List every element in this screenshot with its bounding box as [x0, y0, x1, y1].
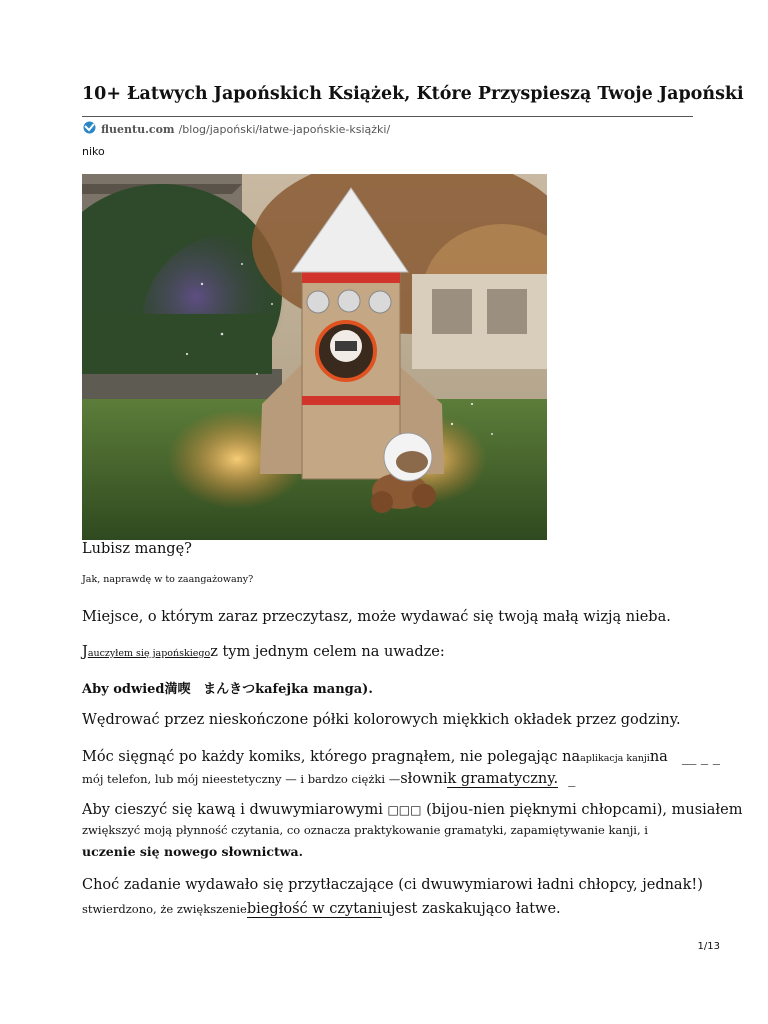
article-hero-image: [82, 174, 547, 540]
p9-text-d: u: [381, 901, 392, 917]
paragraph-7: [82, 746, 720, 765]
p7-blank-lines: __ _ _: [681, 749, 721, 765]
paragraph-9-line-2: [82, 898, 561, 918]
p7-text-c: na: [649, 749, 668, 765]
p7-text-h: _: [568, 771, 576, 787]
paragraph-9: Choć zadanie wydawało się przytłaczające (ci dwuwymiarowi ładni chłopcy, jednak!): [82, 877, 703, 893]
p5-text-d: kafejka manga).: [255, 682, 373, 697]
learning-japanese-link[interactable]: auczyłem się japońskiego: [87, 648, 211, 659]
kanji-app-link[interactable]: aplikacja kanji: [580, 753, 650, 764]
p5-kanji: 満喫: [164, 682, 191, 697]
paragraph-8: [82, 802, 742, 818]
p7-text-a: Móc sięgnąć po każdy komiks, którego pragnąłem, nie polegając na: [82, 749, 581, 765]
paragraph-8-line-2: zwiększyć moją płynność czytania, co oznacza praktykowanie gramatyki, zapamiętywanie kanji, i: [82, 823, 648, 837]
grammar-dictionary-link[interactable]: k gramatyczny.: [447, 771, 559, 787]
paragraph-2: Jak, naprawdę w to zaangażowany?: [82, 574, 254, 585]
p7-text-f: słowni: [400, 771, 448, 787]
source-domain[interactable]: fluentu.com: [101, 122, 175, 136]
p7-text-e: mój telefon, lub mój nieestetyczny — i bardzo ciężki —: [82, 772, 401, 786]
p8-placeholder-glyphs: □□□: [387, 803, 422, 817]
paragraph-1: Lubisz mangę?: [82, 541, 192, 557]
paragraph-4: [82, 644, 445, 660]
page-title: 10+ Łatwych Japońskich Książek, Które Przyspieszą Twoje Japoński: [82, 84, 744, 104]
p9-text-e: jest zaskakująco łatwe.: [391, 901, 561, 917]
p8-text-a: Aby cieszyć się kawą i dwuwymiarowymi: [82, 802, 383, 818]
new-vocabulary-link[interactable]: uczenie się nowego słownictwa.: [82, 844, 303, 859]
reading-fluency-link[interactable]: biegłość w czytani: [246, 901, 382, 917]
source-path[interactable]: /blog/japoński/łatwe-japońskie-książki/: [178, 122, 391, 136]
p4-text-a: J: [82, 644, 88, 660]
paragraph-6: Wędrować przez nieskończone półki kolorowych miękkich okładek przez godziny.: [82, 712, 681, 728]
p9-text-b: stwierdzono, że zwiększenie: [82, 902, 247, 916]
paragraph-5: [82, 678, 373, 697]
p5-kana: まんきつ: [203, 682, 256, 697]
paragraph-3: Miejsce, o którym zaraz przeczytasz, może wydawać się twoją małą wizją nieba.: [82, 609, 671, 625]
p8-text-c: (bijou-nien pięknymi chłopcami), musiałem: [426, 802, 743, 818]
p4-text-c: z tym jednym celem na uwadze:: [210, 644, 445, 660]
site-logo-icon: [82, 121, 97, 137]
page-number: 1/13: [697, 941, 720, 952]
p5-text-a: Aby odwied: [82, 682, 165, 697]
paragraph-7-line-2: [82, 768, 575, 788]
title-divider: [82, 116, 693, 117]
source-link[interactable]: [82, 121, 390, 137]
author-name: niko: [82, 145, 105, 158]
